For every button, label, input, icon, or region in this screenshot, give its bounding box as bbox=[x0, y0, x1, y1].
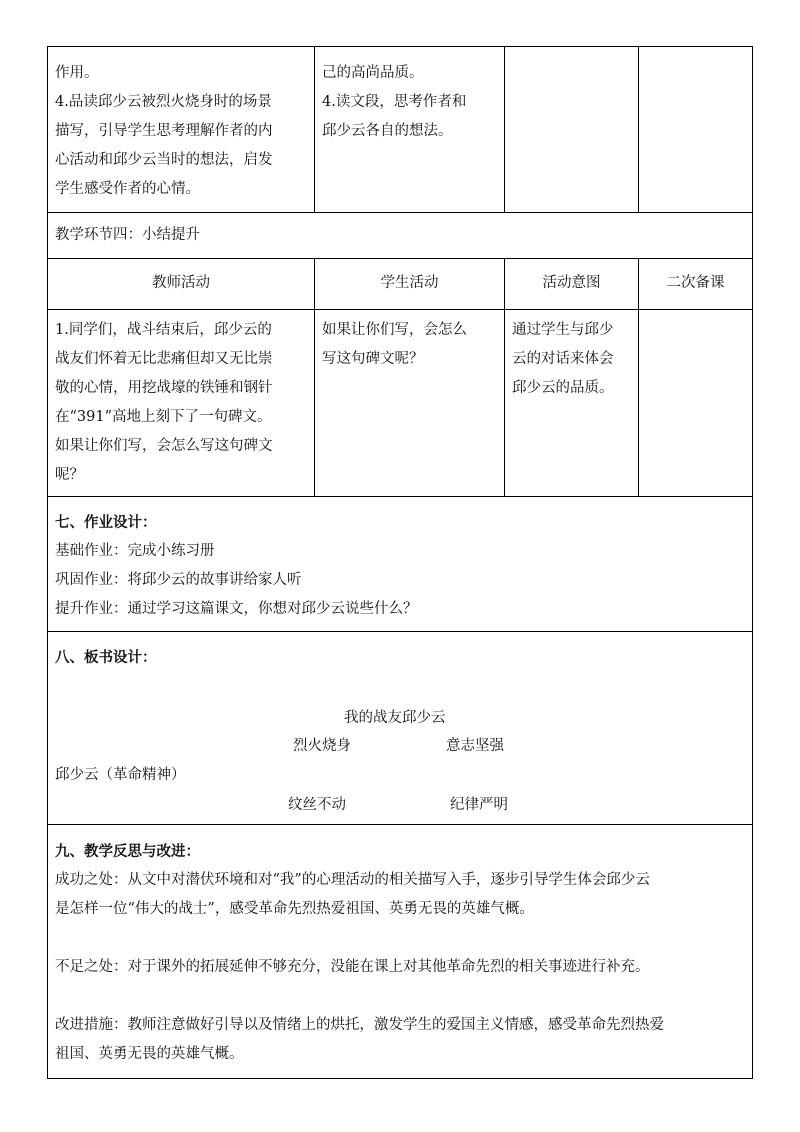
row-divider bbox=[47, 496, 753, 497]
board-item-fire: 烈火烧身 bbox=[293, 738, 351, 754]
reflection-improve-line: 改进措施：教师注意做好引导以及情绪上的烘托，激发学生的爱国主义情感，感受革命先烈热爱 bbox=[55, 1017, 664, 1033]
text-line: 己的高尚品质。 bbox=[322, 65, 424, 81]
section3-teacher-activity bbox=[55, 59, 310, 204]
column-divider-2 bbox=[504, 46, 505, 212]
header-secondary-prep: 二次备课 bbox=[666, 275, 725, 291]
text-line: 作用。 bbox=[55, 65, 99, 81]
row-divider bbox=[47, 212, 753, 213]
section4-teacher-activity bbox=[55, 316, 310, 490]
text-line: 战友们怀着无比悲痛但却又无比崇 bbox=[55, 351, 273, 367]
text-line: 通过学生与邱少 bbox=[512, 322, 614, 338]
text-line: 4.读文段，思考作者和 bbox=[322, 94, 467, 110]
section4-activity-intent bbox=[512, 316, 636, 403]
text-line: 描写，引导学生思考理解作者的内 bbox=[55, 123, 273, 139]
blank-line bbox=[55, 924, 752, 953]
homework-title: 七、作业设计： bbox=[55, 514, 157, 531]
text-line: 4.品读邱少云被烈火烧身时的场景 bbox=[55, 94, 272, 110]
text-line: 邱少云各自的想法。 bbox=[322, 123, 453, 139]
board-heading: 我的战友邱少云 bbox=[344, 710, 446, 726]
text-line: 如果让你们写，会怎么 bbox=[322, 322, 467, 338]
row-divider bbox=[47, 824, 753, 825]
homework-consolidate: 巩固作业：将邱少云的故事讲给家人听 bbox=[55, 572, 302, 588]
text-line: 学生感受作者的心情。 bbox=[55, 181, 200, 197]
board-design-title: 八、板书设计： bbox=[55, 649, 157, 666]
header-teacher-activity: 教师活动 bbox=[152, 275, 210, 291]
row-divider bbox=[47, 631, 753, 632]
header-activity-intent: 活动意图 bbox=[542, 275, 601, 291]
header-student-activity: 学生活动 bbox=[380, 275, 439, 291]
section3-student-activity bbox=[322, 59, 500, 146]
text-line: 写这句碑文呢？ bbox=[322, 351, 424, 367]
text-line: 在“391”高地上刻下了一句碑文。 bbox=[55, 409, 272, 425]
text-line: 呢？ bbox=[55, 467, 84, 483]
reflection-shortcoming: 不足之处：对于课外的拓展延伸不够充分，没能在课上对其他革命先烈的相关事迹进行补充。 bbox=[55, 959, 650, 975]
text-line: 1.同学们，战斗结束后，邱少云的 bbox=[55, 322, 272, 338]
reflection-success-line: 成功之处：从文中对潜伏环境和对“我”的心理活动的相关描写入手，逐步引导学生体会邱少云 bbox=[55, 872, 650, 888]
text-line: 心活动和邱少云当时的想法，启发 bbox=[55, 152, 273, 168]
column-divider-1 bbox=[314, 46, 315, 212]
section4-title: 教学环节四：小结提升 bbox=[55, 227, 200, 243]
section4-student-activity bbox=[322, 316, 500, 374]
blank-line bbox=[55, 982, 752, 1011]
text-line: 如果让你们写，会怎么写这句碑文 bbox=[55, 438, 273, 454]
homework-basic: 基础作业：完成小练习册 bbox=[55, 543, 215, 559]
text-line: 敬的心情，用挖战壕的铁锤和钢针 bbox=[55, 380, 273, 396]
table-border-left bbox=[47, 46, 48, 1078]
reflection-improve-line: 祖国、英勇无畏的英雄气概。 bbox=[55, 1046, 244, 1062]
board-left-label: 邱少云（革命精神） bbox=[55, 767, 186, 783]
reflection-success-line: 是怎样一位“伟大的战士”，感受革命先烈热爱祖国、英勇无畏的英雄气概。 bbox=[55, 901, 534, 917]
board-item-discipline: 纪律严明 bbox=[450, 797, 508, 813]
row-divider bbox=[47, 309, 753, 310]
homework-section bbox=[55, 508, 745, 624]
column-divider-3 bbox=[638, 46, 639, 212]
reflection-title: 九、教学反思与改进： bbox=[55, 843, 200, 860]
text-line: 邱少云的品质。 bbox=[512, 380, 614, 396]
table-border-bottom bbox=[47, 1078, 753, 1079]
table-border-right bbox=[752, 46, 753, 1078]
table-border-top bbox=[47, 46, 753, 47]
board-item-will: 意志坚强 bbox=[446, 738, 504, 754]
text-line: 云的对话来体会 bbox=[512, 351, 614, 367]
reflection-section bbox=[55, 837, 752, 1069]
board-item-still: 纹丝不动 bbox=[288, 797, 346, 813]
row-divider bbox=[47, 258, 753, 259]
homework-advanced: 提升作业：通过学习这篇课文，你想对邱少云说些什么？ bbox=[55, 601, 418, 617]
